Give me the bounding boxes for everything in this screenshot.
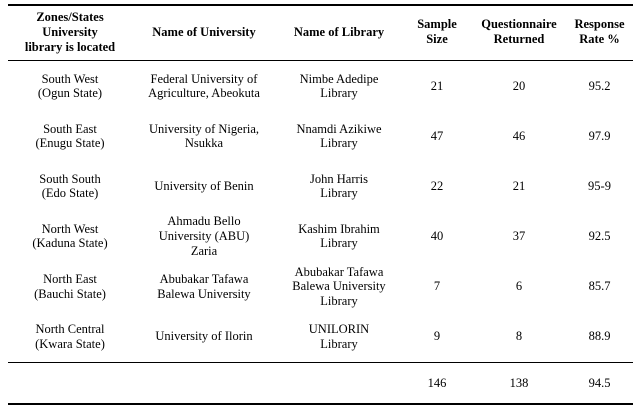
- cell-line: Kashim Ibrahim: [298, 221, 380, 236]
- cell-zone: [8, 161, 132, 211]
- cell-line: Abubakar Tafawa: [159, 271, 249, 286]
- cell-zone: [8, 111, 132, 161]
- cell-questionnaire-returned: 21: [512, 178, 526, 193]
- table-row: [8, 211, 633, 261]
- cell-line: Library: [320, 136, 358, 151]
- cell-line: University of Benin: [154, 178, 254, 193]
- table-body: [8, 61, 633, 404]
- cell-sample-size: 47: [430, 128, 444, 143]
- cell-questionnaire-returned: 6: [515, 279, 523, 294]
- table-row: [8, 111, 633, 161]
- header-line: University: [42, 24, 98, 39]
- cell-line: Abubakar Tafawa: [294, 264, 384, 279]
- cell-line: University of Ilorin: [155, 329, 253, 344]
- cell-line: (Kaduna State): [32, 236, 108, 251]
- cell-zone: [8, 312, 132, 363]
- table-row: [8, 262, 633, 312]
- cell-line: (Bauchi State): [34, 286, 106, 301]
- cell-questionnaire-returned: 46: [512, 128, 526, 143]
- totals-cell-sample-size: 146: [402, 362, 472, 404]
- cell-line: Balewa University: [157, 286, 251, 301]
- cell-university: [132, 161, 276, 211]
- table-totals-row: [8, 362, 633, 404]
- document-page: [0, 4, 641, 419]
- cell-line: (Enugu State): [35, 136, 105, 151]
- cell-line: (Kwara State): [35, 336, 105, 351]
- cell-questionnaire-returned: 20: [512, 78, 526, 93]
- header-line: library is located: [24, 39, 116, 54]
- cell-questionnaire-returned: 8: [515, 329, 523, 344]
- cell-university: [132, 61, 276, 112]
- totals-cell-zone: [8, 362, 132, 404]
- header-line: Name of University: [152, 24, 256, 39]
- cell-line: South South: [39, 171, 101, 186]
- cell-line: South East: [43, 121, 97, 136]
- cell-line: Nimbe Adedipe: [299, 71, 379, 86]
- cell-line: (Edo State): [41, 186, 99, 201]
- cell-line: (Ogun State): [37, 86, 103, 101]
- column-header-questionnaire-returned: [472, 6, 566, 61]
- cell-line: North West: [41, 221, 99, 236]
- cell-university: [132, 312, 276, 363]
- totals-cell-response-rate: 94.5: [566, 362, 633, 404]
- column-header-university: [132, 6, 276, 61]
- cell-response-rate: 95-9: [588, 178, 611, 193]
- table-header: [8, 5, 633, 61]
- totals-cell-questionnaire-returned: 138: [472, 362, 566, 404]
- cell-university: [132, 262, 276, 312]
- header-line: Response: [574, 17, 625, 32]
- table-row: [8, 312, 633, 363]
- header-line: Size: [426, 32, 448, 47]
- totals-cell-library: [276, 362, 402, 404]
- header-line: Returned: [493, 32, 545, 47]
- cell-response-rate: 95.2: [588, 78, 611, 93]
- cell-response-rate: 92.5: [588, 229, 611, 243]
- cell-library: [276, 61, 402, 112]
- cell-line: Nsukka: [184, 136, 224, 151]
- totals-cell-university: [132, 362, 276, 404]
- cell-sample-size: 7: [433, 279, 441, 294]
- header-line: Sample: [417, 17, 457, 32]
- cell-sample-size: 21: [430, 78, 444, 93]
- cell-sample-size: 9: [433, 329, 441, 344]
- cell-line: Library: [320, 86, 358, 101]
- cell-university: [132, 111, 276, 161]
- cell-line: UNILORIN: [308, 322, 370, 336]
- cell-line: Federal University of: [150, 71, 258, 86]
- header-line: Name of Library: [293, 24, 385, 39]
- cell-response-rate: 97.9: [588, 128, 611, 143]
- cell-line: University (ABU): [158, 229, 250, 243]
- cell-zone: [8, 211, 132, 261]
- cell-line: John Harris: [310, 171, 368, 186]
- header-line: Rate %: [579, 32, 620, 47]
- cell-line: Library: [320, 236, 358, 251]
- cell-line: Agriculture, Abeokuta: [148, 86, 260, 101]
- header-line: Zones/States: [36, 10, 104, 24]
- column-header-response-rate: [566, 6, 633, 61]
- cell-zone: [8, 262, 132, 312]
- cell-library: [276, 312, 402, 363]
- cell-line: Library: [320, 294, 358, 308]
- column-header-sample-size: [402, 6, 472, 61]
- cell-line: North East: [43, 271, 97, 286]
- table-row: [8, 161, 633, 211]
- column-header-zone: [8, 6, 132, 61]
- cell-response-rate: 88.9: [588, 329, 611, 344]
- cell-library: [276, 111, 402, 161]
- cell-sample-size: 22: [430, 178, 444, 193]
- cell-line: North Central: [35, 322, 105, 336]
- cell-library: [276, 262, 402, 312]
- cell-line: Zaria: [190, 243, 218, 258]
- header-line: Questionnaire: [481, 17, 557, 32]
- cell-line: South West: [41, 71, 99, 86]
- table-row: [8, 61, 633, 112]
- cell-line: Balewa University: [292, 279, 386, 294]
- cell-line: Library: [320, 186, 358, 201]
- survey-table: [8, 4, 633, 405]
- column-header-library: [276, 6, 402, 61]
- cell-questionnaire-returned: 37: [512, 229, 526, 243]
- cell-zone: [8, 61, 132, 112]
- cell-line: Library: [320, 336, 358, 351]
- cell-line: Ahmadu Bello: [167, 214, 241, 229]
- cell-line: Nnamdi Azikiwe: [296, 121, 382, 136]
- cell-library: [276, 161, 402, 211]
- cell-response-rate: 85.7: [588, 279, 611, 294]
- cell-university: [132, 211, 276, 261]
- cell-line: University of Nigeria,: [148, 121, 260, 136]
- cell-sample-size: 40: [430, 229, 444, 243]
- cell-library: [276, 211, 402, 261]
